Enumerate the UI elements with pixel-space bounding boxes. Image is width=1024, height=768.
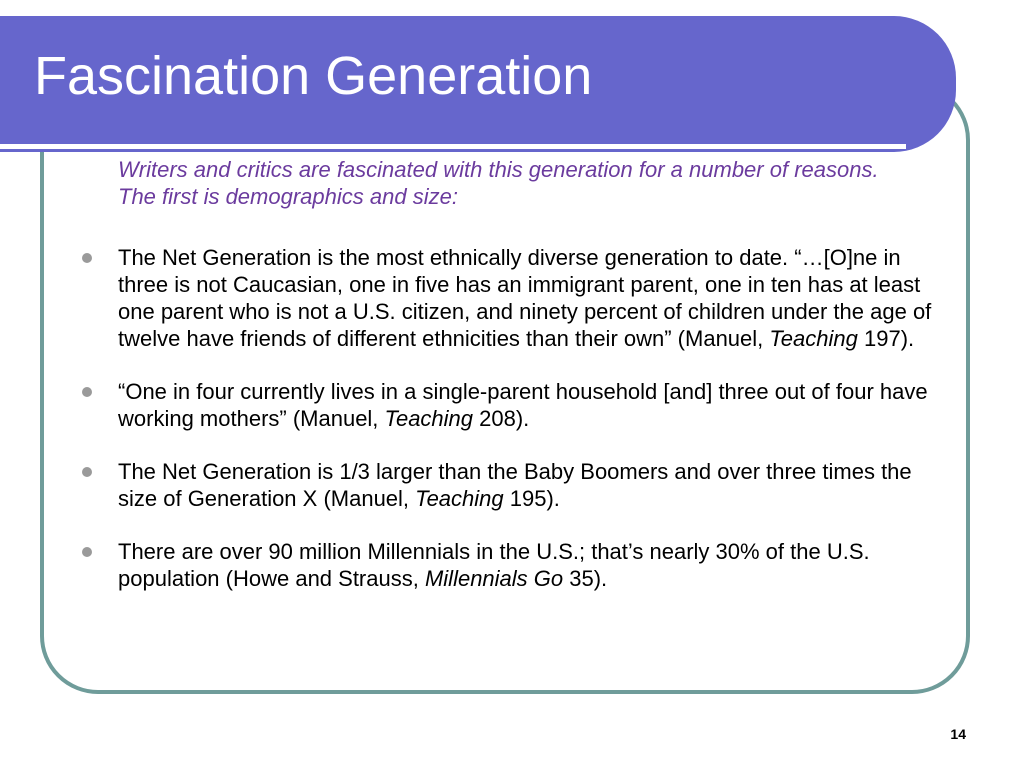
bullet-text [118,459,912,511]
citation-title: Teaching [415,486,504,511]
title-underline [0,144,906,149]
bullet-item [82,244,952,352]
citation-title: Teaching [384,406,474,431]
bullet-body: “One in four currently lives in a single-parent household [and] three out of four have working mothers” (Manuel, [118,379,928,431]
bullet-item [82,538,952,592]
bullet-text [118,245,931,351]
bullet-dot-icon [82,387,92,397]
bullet-body: The Net Generation is the most ethnically diverse generation to date. “…[O]ne in three is not Caucasian, one in five has an immigrant parent, one in ten has at least one parent who is not a U.S. citizen, and ninety percent of children under the age of twelve have friends of different ethnicities than their own” (Manuel, [118,245,932,351]
citation-title: Teaching [769,326,858,351]
citation-tail: 195). [503,486,560,511]
bullet-body: The Net Generation is 1/3 larger than the Baby Boomers and over three times the size of Generation X (Manuel, [118,459,912,511]
bullet-item [82,378,952,432]
bullet-item [82,458,952,512]
intro-text: Writers and critics are fascinated with this generation for a number of reasons. The first is demographics and size: [118,157,879,209]
bullet-text [118,539,870,591]
bullet-body: There are over 90 million Millennials in the U.S.; that’s nearly 30% of the U.S. population (Howe and Strauss, [118,539,870,591]
bullet-dot-icon [82,253,92,263]
bullet-text [118,379,928,431]
citation-tail: 35). [563,566,608,591]
bullet-list [82,244,952,618]
bullet-dot-icon [82,547,92,557]
citation-title: Millennials Go [424,566,564,591]
bullet-dot-icon [82,467,92,477]
page-number: 14 [950,726,966,742]
citation-tail: 197). [857,326,915,351]
citation-tail: 208). [473,406,530,431]
slide-title: Fascination Generation [34,46,593,106]
